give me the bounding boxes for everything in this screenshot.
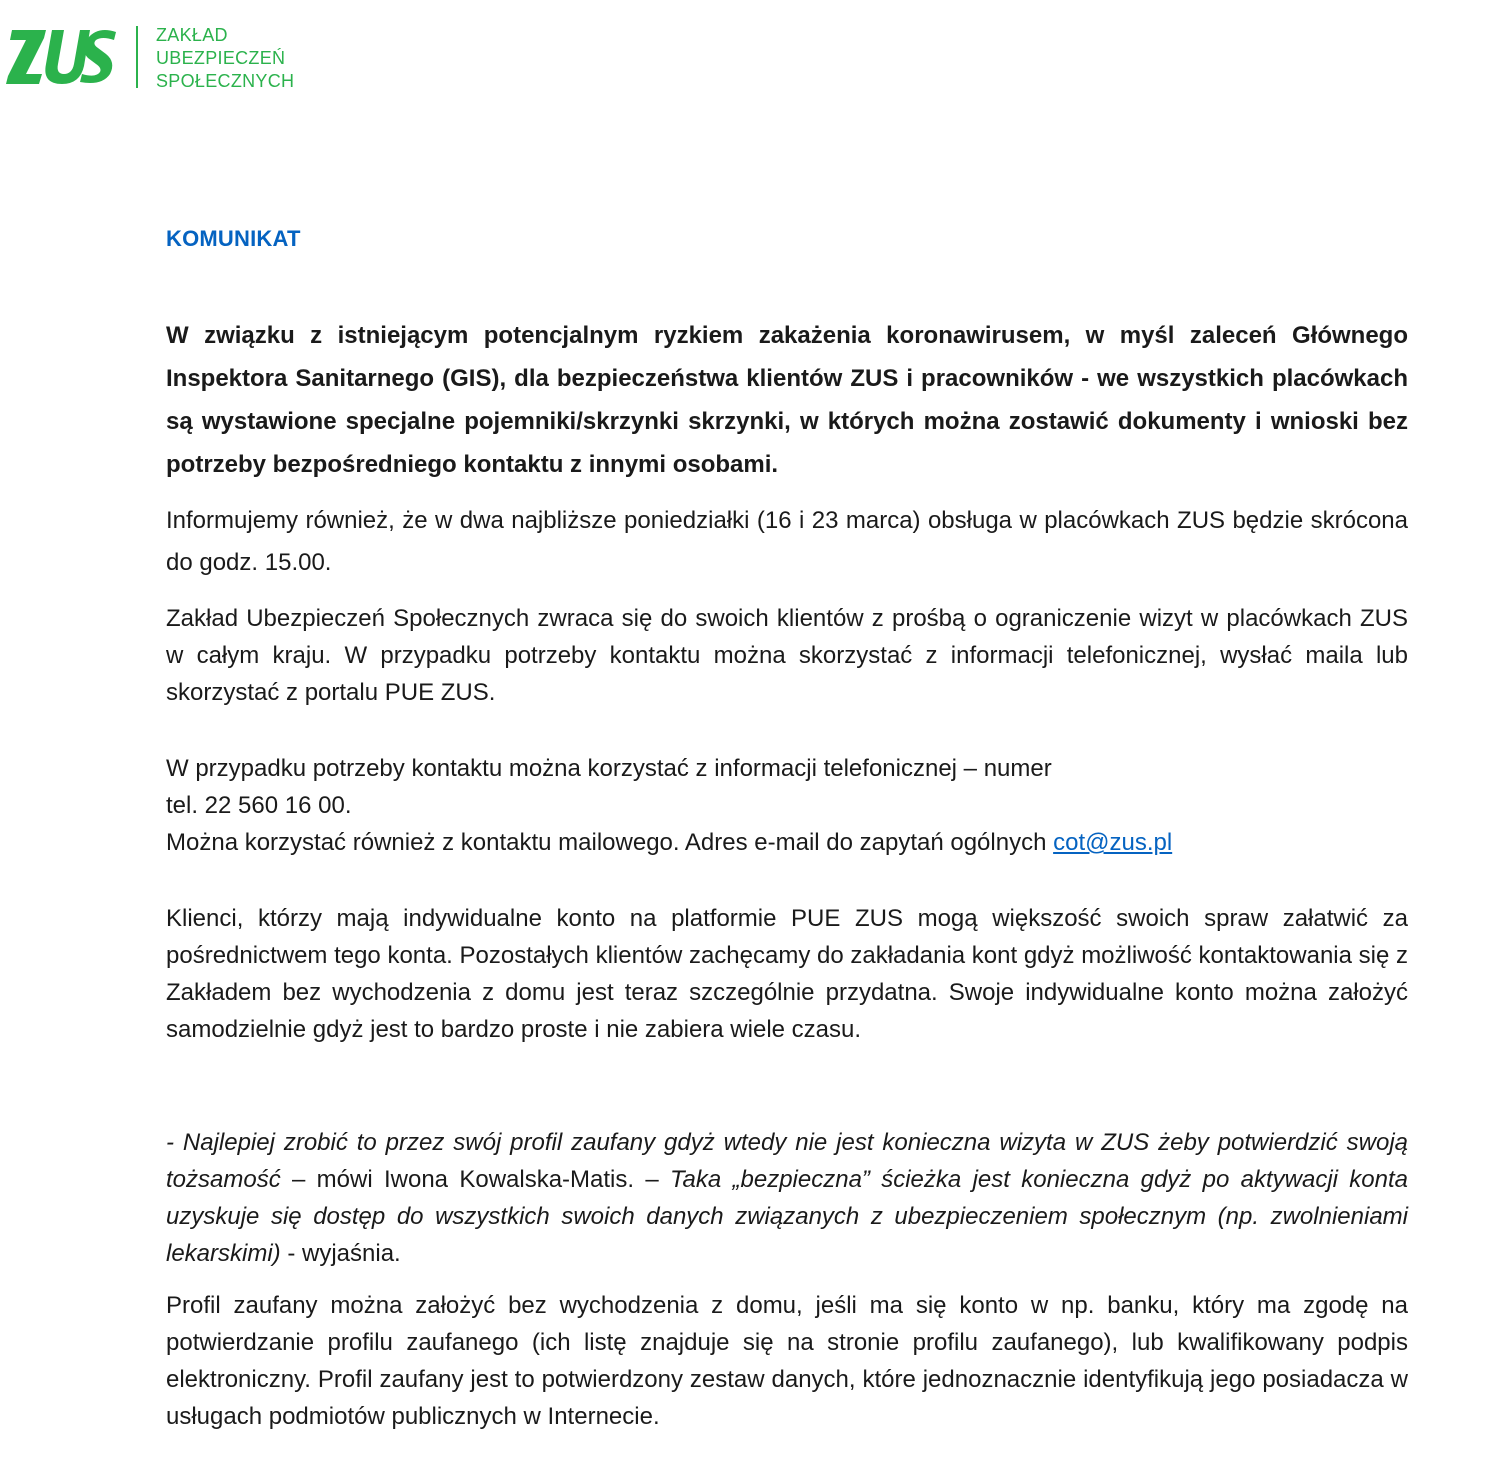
- paragraph-pue-account: Klienci, którzy mają indywidualne konto na platformie PUE ZUS mogą większość swoich spraw załatwić za pośrednictwem tego konta. Pozostałych klientów zachęcamy do zakładania kont gdyż możliwość kontaktowania się z Zakładem bez wychodzenia z domu jest teraz szczególnie przydatna. Swoje indywidualne konto można założyć samodzielnie gdyż jest to bardzo proste i nie zabiera wiele czasu.: [166, 905, 1408, 1043]
- quote-part-1: - Najlepiej zrobić to przez swój profil zaufany gdyż wtedy nie jest konieczna wizyta w ZUS żeby potwierdzić swoją tożsamość: [166, 1129, 1408, 1193]
- logo-line-3: SPOŁECZNYCH: [156, 71, 295, 91]
- logo-wordmark: [156, 24, 294, 93]
- zus-logo-icon: [6, 22, 118, 92]
- contact-phone-intro: W przypadku potrzeby kontaktu można korzystać z informacji telefonicznej – numer: [166, 755, 1052, 782]
- paragraph-quote: [166, 1124, 1408, 1272]
- paragraph-safety-notice: W związku z istniejącym potencjalnym ryzkiem zakażenia koronawirusem, w myśl zaleceń Głównego Inspektora Sanitarnego (GIS), dla bezpieczeństwa klientów ZUS i pracowników - we wszystkich placówkach są wystawione specjalne pojemniki/skrzynki skrzynki, w których można zostawić dokumenty i wnioski bez potrzeby bezpośredniego kontaktu z innymi osobami.: [166, 322, 1408, 478]
- email-link[interactable]: cot@zus.pl: [1053, 829, 1173, 856]
- quote-attribution: – mówi Iwona Kowalska-Matis. –: [280, 1166, 671, 1193]
- document-heading: KOMUNIKAT: [166, 226, 301, 251]
- quote-part-2: Taka „bezpieczna” ścieżka jest konieczna gdyż po aktywacji konta uzyskuje się dostęp do wszystkich swoich danych związanych z ubezpieczeniem społecznym (np. zwolnieniami lekarskimi): [166, 1166, 1409, 1267]
- zus-logo: [6, 22, 306, 94]
- contact-email-line: [166, 824, 1408, 861]
- quote-closing: - wyjaśnia.: [280, 1240, 401, 1267]
- paragraph-trusted-profile: Profil zaufany można założyć bez wychodzenia z domu, jeśli ma się konto w np. banku, który ma zgodę na potwierdzanie profilu zaufanego (ich listę znajduje się na stronie profilu zaufanego), lub kwalifikowany podpis elektroniczny. Profil zaufany jest to potwierdzony zestaw danych, które jednoznacznie identyfikują jego posiadacza w usługach podmiotów publicznych w Internecie.: [166, 1292, 1408, 1430]
- paragraph-opening-hours: Informujemy również, że w dwa najbliższe poniedziałki (16 i 23 marca) obsługa w placówkach ZUS będzie skrócona do godz. 15.00.: [166, 507, 1408, 576]
- contact-phone-number: tel. 22 560 16 00.: [166, 792, 352, 819]
- contact-email-intro: Można korzystać również z kontaktu mailowego. Adres e-mail do zapytań ogólnych: [166, 829, 1054, 856]
- logo-line-1: ZAKŁAD: [156, 25, 228, 45]
- logo-line-2: UBEZPIECZEŃ: [156, 48, 286, 68]
- paragraph-contact-info: [166, 750, 1408, 861]
- paragraph-limit-visits: Zakład Ubezpieczeń Społecznych zwraca się do swoich klientów z prośbą o ograniczenie wizyt w placówkach ZUS w całym kraju. W przypadku potrzeby kontaktu można skorzystać z informacji telefonicznej, wysłać maila lub skorzystać z portalu PUE ZUS.: [166, 605, 1408, 706]
- logo-divider: [136, 26, 138, 88]
